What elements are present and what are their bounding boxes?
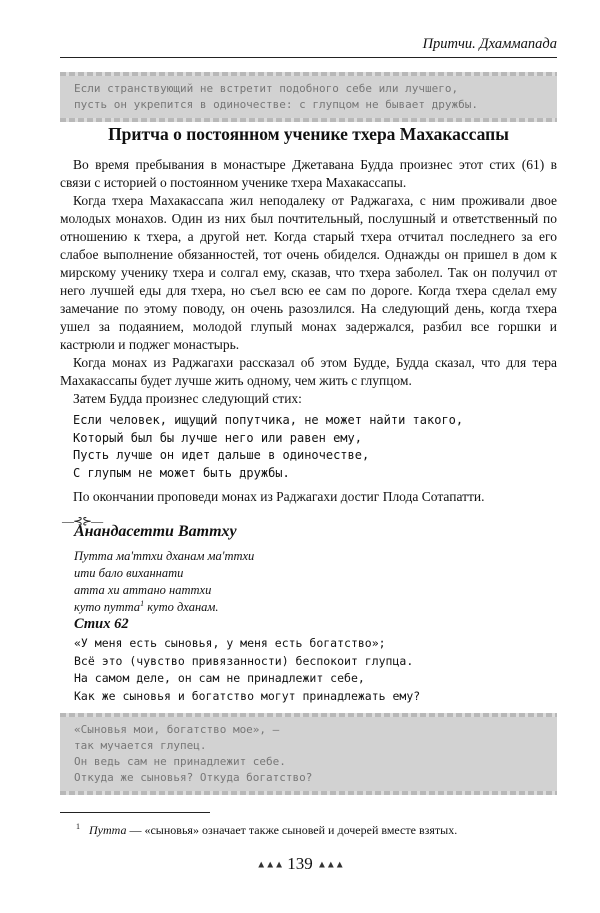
story-body bbox=[60, 156, 557, 506]
footnote-text: — «сыновья» означает также сыновей и дочерей вместе взятых. bbox=[126, 823, 458, 837]
pali-verse bbox=[74, 548, 254, 616]
verse-line: Если человек, ищущий попутчика, не может найти такого, bbox=[73, 413, 464, 427]
running-header bbox=[60, 36, 557, 58]
quote-box-top bbox=[60, 72, 557, 122]
footnote bbox=[76, 822, 557, 838]
verse-line: Как же сыновья и богатство могут принадлежать ему? bbox=[74, 688, 421, 703]
paragraph: Во время пребывания в монастыре Джетавана Будда произнес этот стих (61) в связи с историей о постоянном ученике тхера Махакассапы. bbox=[60, 157, 557, 190]
verse-line: На самом деле, он сам не принадлежит себе, bbox=[74, 671, 365, 685]
section-ornament: —⊰⊱— bbox=[62, 514, 103, 528]
verse-line: «У меня есть сыновья, у меня есть богатство»; bbox=[74, 636, 386, 650]
quote-line: Откуда же сыновья? Откуда богатство? bbox=[74, 771, 313, 784]
quote-line: «Сыновья мои, богатство мое», — bbox=[74, 723, 280, 736]
footnote-number: 1 bbox=[76, 822, 80, 831]
verse-line: Всё это (чувство привязанности) беспокоит глупца. bbox=[74, 653, 414, 668]
pali-line: атта хи аттано наттхи bbox=[74, 583, 212, 597]
box-border-bottom bbox=[60, 118, 557, 122]
pali-title: Анандасетти Ваттху bbox=[74, 523, 237, 540]
paragraph: Когда тхера Махакассапа жил неподалеку от Раджагаха, с ним проживали двое молодых монахов. Один из них был почтительный, послушный и ответственный по отношению к тхера, а другой нет. Когда старый тхера отчитал последнего за его слабое выполнение обязанностей, тот очень обиделся. Однажды он пришел в дом к мирскому ученику тхера и солгал ему, сказав, что тхера заболел. Так он получил от него лучшей еды для тхера, но съел всю ее сам по дороге. Когда тхера сделал ему замечание по этому поводу, он очень разозлился. На следующий день, когда тхера ушел за подаянием, молодой глупый монах задержался, разбил все горшки и кастрюли и поджег монастырь. bbox=[60, 193, 557, 352]
page-number: 139 bbox=[287, 854, 313, 873]
verse-62-title: Стих 62 bbox=[74, 616, 129, 632]
quote-line: Если странствующий не встретит подобного себе или лучшего, bbox=[74, 82, 459, 95]
footnote-marker: 1 bbox=[140, 598, 145, 608]
quote-line: Он ведь сам не принадлежит себе. bbox=[74, 755, 286, 768]
closing-paragraph: По окончании проповеди монах из Раджагахи достиг Плода Сотапатти. bbox=[73, 489, 485, 504]
verse-line: Который был бы лучше него или равен ему, bbox=[73, 430, 362, 445]
pali-line: ити бало виханнати bbox=[74, 566, 184, 580]
ornament-right-icon: ▲▲▲ bbox=[317, 859, 344, 871]
pali-line: куто путта$^1$ куто дханам. bbox=[74, 598, 219, 614]
box-border-top bbox=[60, 72, 557, 76]
pali-line: Путта ма'ттхи дханам ма'ттхи bbox=[74, 549, 255, 563]
footnote-divider bbox=[60, 812, 210, 813]
box-border-bottom bbox=[60, 791, 557, 795]
quote-line: так мучается глупец. bbox=[74, 739, 207, 752]
running-title: Притчи. Дхаммапада bbox=[422, 36, 557, 52]
quote-box-bottom bbox=[60, 713, 557, 795]
ornament-left-icon: ▲▲▲ bbox=[256, 859, 283, 871]
footnote-term: Путта bbox=[89, 823, 127, 837]
verse-line: Пусть лучше он идет дальше в одиночестве, bbox=[73, 448, 370, 462]
verse-62 bbox=[74, 635, 420, 705]
quote-line: пусть он укрепится в одиночестве: с глупцом не бывает дружбы. bbox=[74, 98, 478, 111]
verse-61 bbox=[73, 412, 557, 482]
box-border-top bbox=[60, 713, 557, 717]
page-number-area bbox=[0, 854, 600, 874]
section-title: Притча о постоянном ученике тхера Махакассапы bbox=[108, 124, 509, 144]
paragraph: Затем Будда произнес следующий стих: bbox=[73, 391, 302, 406]
verse-line: С глупым не может быть дружбы. bbox=[73, 465, 290, 480]
paragraph: Когда монах из Раджагахи рассказал об этом Будде, Будда сказал, что для тера Махакассапы будет лучше жить одному, чем жить с глупцом. bbox=[60, 355, 557, 388]
